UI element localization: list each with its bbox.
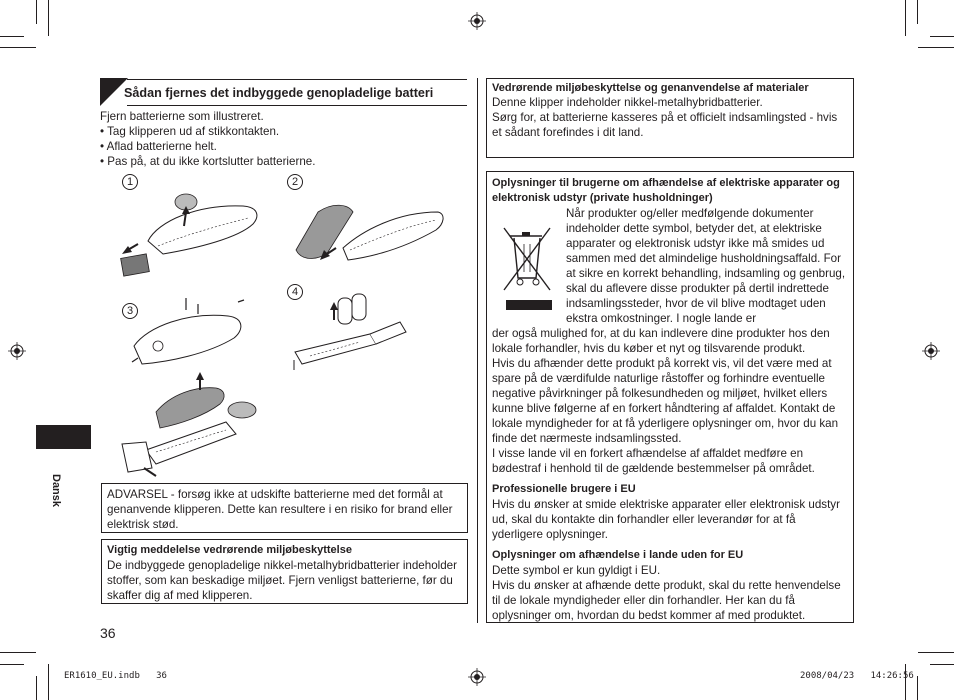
non-eu-title: Oplysninger om afhændelse i lande uden for EU [492, 549, 744, 561]
column-divider [477, 78, 478, 623]
weee-symbol-block [492, 206, 562, 316]
crop-mark [0, 664, 24, 665]
disposal-title: Oplysninger til brugerne om afhændelse af elektriske apparater og elektronisk udstyr (private husholdninger) [492, 177, 840, 204]
crop-mark [48, 0, 49, 36]
section-heading: Sådan fjernes det indbyggede genopladelige batteri [124, 86, 434, 100]
environment-line: Sørg for, at batterierne kasseres på et officielt indsamlingsted - hvis et sådant forefindes i dit land. [492, 111, 838, 139]
eu-users-title: Professionelle brugere i EU [492, 483, 636, 495]
disposal-continued: Hvis du afhænder dette produkt på korrekt vis, vil det være med at spare på de værdifulde naturlige råstoffer og forhindre eventuelle negative påvirkninger på folkesundheden og miljøet, hvilket ellers kunne blive følgerne af en forkert håndtering af affaldet. Kontakt de lokale myndigheder for at få yderligere oplysninger om, hvor du kan finde det nærmeste indsamlingssted. [492, 357, 839, 445]
registration-mark-icon [922, 342, 940, 360]
eu-users-text: Hvis du ønsker at smide elektriske apparater eller elektronisk udstyr ud, skal du kontakte din forhandler eller leverandør for at få yderligere oplysninger. [492, 498, 840, 541]
registration-mark-icon [468, 12, 486, 30]
crop-mark [917, 0, 918, 24]
notice-title: Vigtig meddelelse vedrørende miljøbeskyttelse [107, 544, 352, 556]
warning-box [101, 483, 468, 533]
illustration-remove-batteries [290, 290, 440, 375]
crop-mark [0, 652, 36, 653]
illustration-exploded-view [116, 372, 266, 482]
illustration-remove-blade [118, 186, 263, 286]
crop-mark [0, 36, 24, 37]
bullet-item: • Aflad batterierne helt. [100, 140, 217, 153]
intro-text: Fjern batterierne som illustreret. [100, 110, 264, 123]
footer-date: 2008/04/23 14:26:56 [800, 671, 914, 681]
step-number: 4 [287, 284, 303, 300]
crop-mark [918, 47, 954, 48]
registration-mark-icon [468, 668, 486, 686]
step-number: 3 [122, 303, 138, 319]
page-number: 36 [100, 625, 116, 641]
disposal-symbol-text: Når produkter og/eller medfølgende dokumenter indeholder dette symbol, betyder det, at elektriske apparater og elektronisk udstyr ikke må smides ud sammen med det almindelige husholdningsaffald. For at sikre en korrekt behandling, indsamling og genbrug, skal du aflevere disse produkter på dertil indrettede indsamlingssteder, hvor de vil blive modtaget uden ekstra omkostninger. I nogle lande er [566, 207, 846, 325]
environment-title: Vedrørende miljøbeskyttelse og genanvendelse af materialer [492, 82, 809, 94]
crop-mark [930, 664, 954, 665]
crop-mark [930, 36, 954, 37]
environment-notice-box [101, 539, 468, 604]
crop-mark [36, 676, 37, 700]
bullet-item: • Pas på, at du ikke kortslutter batterierne. [100, 155, 316, 168]
crop-mark [905, 664, 906, 700]
illustration-remove-cover [288, 190, 448, 270]
crop-mark [48, 664, 49, 700]
crop-mark [905, 0, 906, 36]
non-eu-text: Hvis du ønsker at afhænde dette produkt, skal du rette henvendelse til de lokale myndigheder eller din forhandler. Her kan du få oplysninger om, hvordan du bedst kommer af med produktet. [492, 579, 841, 622]
notice-text: De indbyggede genopladelige nikkel-metalhybridbatterier indeholder stoffer, som kan beskadige miljøet. Fjern venligst batterierne, før du skaffer dig af med klipperen. [107, 559, 457, 602]
registration-mark-icon [8, 342, 26, 360]
illustration-remove-screws [128, 296, 248, 376]
disposal-continued: der også mulighed for, at du kan indlevere dine produkter hos den lokale forhandler, hvis du køber et nyt og tilsvarende produkt. [492, 327, 830, 355]
step-number: 2 [287, 174, 303, 190]
bullet-item: • Tag klipperen ud af stikkontakten. [100, 125, 280, 138]
disposal-continued: I visse lande vil en forkert afhændelse af affaldet medføre en bødestraf i henhold til de gældende bestemmelser på området. [492, 447, 815, 475]
heading-rule [127, 79, 467, 80]
crossed-bin-icon [492, 206, 552, 316]
language-tab-label: Dansk [50, 474, 62, 508]
environment-recycling-box [486, 78, 854, 158]
disposal-info-box [486, 171, 854, 623]
language-tab [36, 425, 91, 449]
crop-mark [36, 0, 37, 24]
warning-text: ADVARSEL - forsøg ikke at udskifte batterierne med det formål at genanvende klipperen. Dette kan resultere i en risiko for brand eller elektrisk stød. [107, 488, 453, 531]
non-eu-text: Dette symbol er kun gyldigt i EU. [492, 564, 661, 577]
environment-line: Denne klipper indeholder nikkel-metalhybridbatterier. [492, 96, 763, 109]
footer-file-info: ER1610_EU.indb 36 [64, 671, 167, 681]
step-number: 1 [122, 174, 138, 190]
crop-mark [0, 47, 36, 48]
crop-mark [918, 652, 954, 653]
heading-rule [127, 105, 467, 106]
crop-mark [917, 676, 918, 700]
